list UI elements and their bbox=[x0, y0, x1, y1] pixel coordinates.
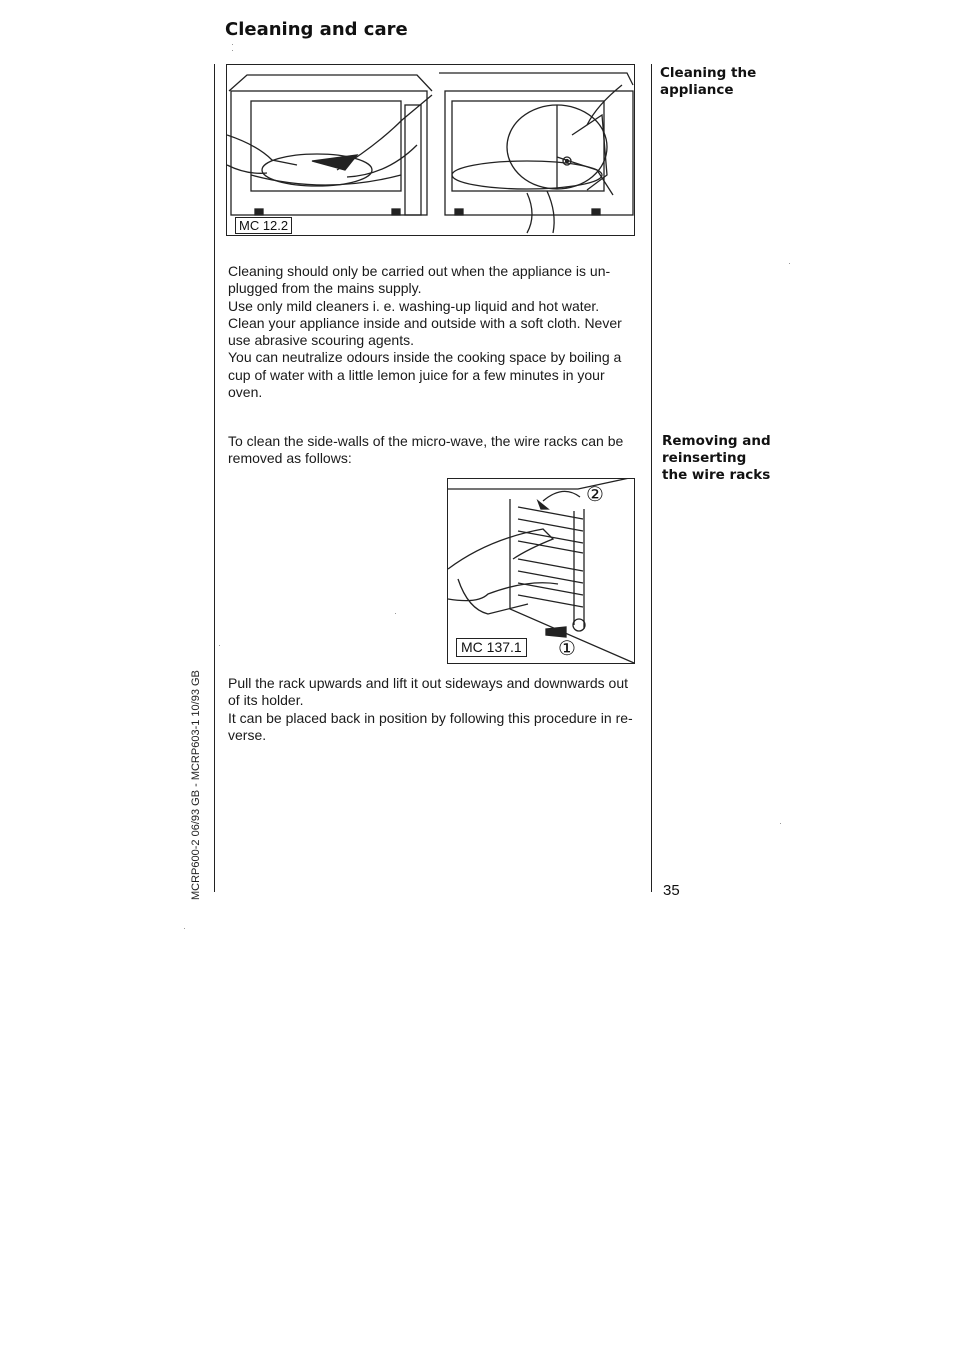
figure-wire-rack-illustration bbox=[447, 478, 635, 664]
figure-label-mc-12-2: MC 12.2 bbox=[235, 217, 292, 234]
microwave-turntable-drawing bbox=[227, 65, 634, 235]
scan-speck bbox=[780, 823, 781, 824]
scan-speck bbox=[789, 263, 790, 264]
right-column-rule bbox=[651, 64, 652, 892]
section-heading-cleaning: Cleaning the appliance bbox=[660, 65, 757, 98]
paragraph-cleaning-instructions: Cleaning should only be carried out when the appliance is un- plugged from the mains supply. Use only mild cleaners i. e. washing-up liquid and hot water. Clean your appliance inside and outside with a soft cloth. Never use abrasive scouring agents. You can neutralize odours inside the cooking space by boiling a cup of water with a little lemon juice for a few minutes in your oven. bbox=[228, 263, 622, 401]
scan-speck bbox=[395, 613, 396, 614]
paragraph-racks-steps: Pull the rack upwards and lift it out sideways and downwards out of its holder. It can be placed back in position by following this procedure in re- verse. bbox=[228, 675, 633, 743]
left-column-rule bbox=[214, 64, 215, 892]
callout-number-2: ② bbox=[586, 484, 604, 506]
document-code: MCRP600-2 06/93 GB - MCRP603-1 10/93 GB bbox=[190, 670, 202, 900]
page-number: 35 bbox=[663, 882, 680, 899]
scan-speck bbox=[232, 44, 233, 45]
page-title: Cleaning and care bbox=[225, 19, 408, 40]
scan-speck bbox=[232, 50, 233, 51]
figure-label-mc-137-1: MC 137.1 bbox=[456, 638, 527, 657]
section-heading-wire-racks: Removing and reinserting the wire racks bbox=[662, 433, 771, 483]
scan-speck bbox=[184, 928, 185, 929]
figure-cleaning-illustration bbox=[226, 64, 635, 236]
paragraph-racks-intro: To clean the side-walls of the micro-wave, the wire racks can be removed as follows: bbox=[228, 433, 624, 467]
scan-speck bbox=[219, 645, 220, 646]
wire-rack-removal-drawing bbox=[448, 479, 634, 663]
callout-number-1: ① bbox=[558, 638, 576, 660]
